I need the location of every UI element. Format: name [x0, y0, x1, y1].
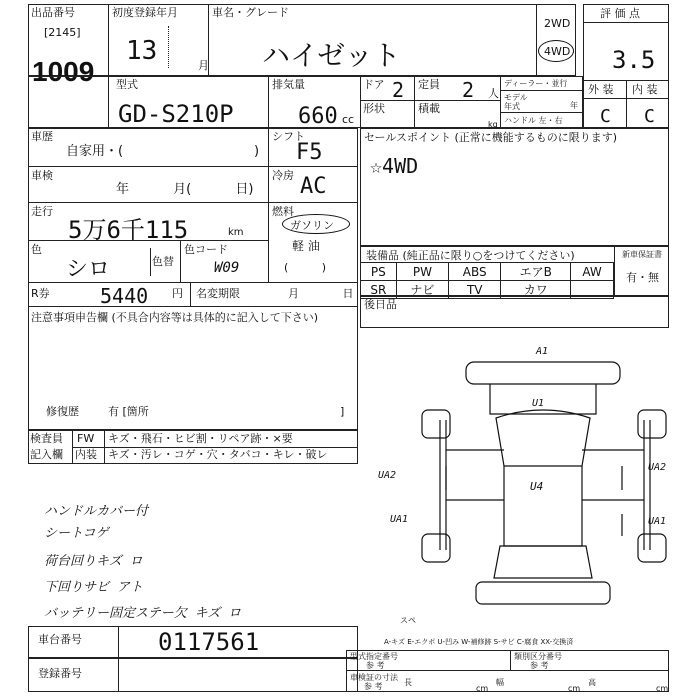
warranty-value: 有・無 [626, 271, 659, 284]
ac-value: AC [300, 174, 327, 199]
drive-4wd: 4WD [544, 45, 571, 58]
eq-leather: カワ [501, 281, 571, 299]
capacity-label: 定員 [418, 78, 440, 91]
drive-4wd-circle [538, 40, 574, 62]
registration-label: 登録番号 [38, 667, 82, 680]
note-2: シートコゲ [44, 526, 109, 541]
eq-abs: ABS [449, 263, 501, 281]
fw-label: FW [77, 432, 95, 445]
first-reg-label: 初度登録年月 [112, 6, 178, 19]
handle-label: ハンドル 左・右 [504, 116, 563, 125]
shape-label: 形状 [363, 102, 385, 115]
equipment-label: 装備品 (純正品に限り○をつけてください) [366, 249, 575, 262]
chassis-value: 0117561 [158, 628, 260, 656]
fuel-diesel: 軽 油 [292, 239, 320, 253]
kg-unit: kg [488, 120, 498, 129]
width-label: 幅 [496, 678, 504, 687]
yen-unit: 円 [172, 287, 183, 300]
interior-entry-label: 内装 [75, 448, 97, 461]
model-value: GD-S210P [118, 100, 234, 128]
sales-point-value: ☆4WD [370, 154, 419, 178]
name-change-fields: 月 日 [288, 287, 354, 300]
color-value: シロ [66, 257, 111, 282]
model-no-label: 型式指定番号 [350, 652, 398, 661]
eq-navi: ナビ [396, 281, 449, 299]
month-unit: 月 [198, 59, 209, 72]
sales-point-label: セールスポイント (正常に機能するものに限ります) [364, 131, 618, 144]
mileage-value: 5万6千115 [68, 216, 189, 244]
legend: A-キズ E-エクボ U-凹み W-補修跡 S-サビ C-腐食 XX-交換済 [384, 638, 574, 646]
interior-label: 内 装 [632, 83, 658, 96]
interior-grade: C [644, 106, 655, 127]
rear-label: 後日品 [364, 298, 397, 311]
category-ref: 参 考 [530, 661, 549, 670]
wheel-fr [638, 410, 666, 438]
recycle-value: 5440 [100, 284, 149, 308]
color-code-label: 色コード [184, 243, 228, 256]
doors-value: 2 [392, 78, 405, 102]
height-unit: cm [656, 684, 669, 693]
inspection-fields: 年 月( 日) [116, 182, 254, 197]
model-no-ref: 参 考 [366, 661, 385, 670]
lot-code: [2145] [44, 26, 81, 39]
exterior-label: 外 装 [588, 83, 614, 96]
first-reg-year: 13 [126, 36, 158, 66]
note-4: 下回りサビ アト [44, 580, 143, 595]
diagram-mark-1: A1 [536, 346, 549, 357]
fuel-gas: ガソリン [290, 219, 334, 232]
dims-label: 車検証の寸法 [350, 673, 398, 682]
height-label: 高 [588, 678, 596, 687]
car-name: ハイゼット [262, 39, 401, 72]
exterior-grade: C [600, 106, 611, 127]
wheel-rr [638, 534, 666, 562]
shift-label: シフト [272, 130, 305, 143]
recycle-label: R券 [31, 287, 50, 300]
note-3: 荷台回りキズ ロ [44, 554, 143, 569]
mileage-label: 走行 [31, 205, 53, 218]
person-unit: 人 [488, 87, 499, 100]
lot-label: 出品番号 [31, 6, 75, 19]
left-side [440, 420, 446, 550]
eq-airbag: エアB [501, 263, 571, 281]
rear-box [360, 296, 669, 328]
history-value: 自家用・( [66, 144, 124, 159]
cc-unit: cc [342, 113, 355, 126]
capacity-value: 2 [462, 78, 475, 102]
eq-pw: PW [396, 263, 449, 281]
lot-number: 1009 [32, 56, 95, 87]
inspector-label: 検査員 [30, 432, 63, 445]
color-label: 色 [31, 243, 42, 256]
repair-label: 修復歴 [46, 405, 79, 418]
diagram-mark-2: U1 [532, 398, 545, 409]
interior-items: キズ・汚レ・コゲ・穴・タバコ・キレ・破レ [108, 448, 328, 461]
category-label: 類別区分番号 [514, 652, 562, 661]
displacement-value: 660 [298, 104, 338, 129]
eq-ps: PS [361, 263, 397, 281]
diagram-mark-3: U4 [530, 480, 544, 493]
model-label: 型式 [116, 78, 138, 91]
history-close: ) [254, 144, 260, 159]
eq-aw: AW [571, 263, 614, 281]
eq-sr: SR [361, 281, 397, 299]
fuel-label: 燃料 [272, 205, 294, 218]
displacement-label: 排気量 [272, 78, 305, 91]
color-no-label: 色替 [152, 255, 174, 268]
fw-items: キズ・飛石・ヒビ割・リペア跡・×要 [108, 432, 293, 445]
dealer-label: ディーラー・並行 [504, 79, 568, 88]
car-name-label: 車名・グレード [212, 6, 289, 19]
fuel-paren: ( ) [284, 261, 327, 274]
score-value: 3.5 [612, 46, 656, 74]
diagram-mark-4: UA2 [378, 470, 397, 481]
roof [504, 466, 582, 546]
chassis-label: 車台番号 [38, 633, 82, 646]
notes-label: 注意事項申告欄 (不具合内容等は具体的に記入して下さい) [31, 311, 319, 324]
eq-tv: TV [449, 281, 501, 299]
length-unit: cm [476, 684, 489, 693]
km-unit: km [228, 227, 244, 238]
load-label: 積載 [418, 102, 440, 115]
color-code-value: W09 [214, 260, 240, 276]
name-change-label: 名変期限 [196, 287, 240, 300]
rear-bumper [476, 582, 610, 604]
doors-label: ドア [363, 78, 385, 91]
warranty-label: 新車保証書 [622, 250, 662, 259]
vehicle-diagram [400, 340, 690, 630]
diagram-mark-5: UA2 [648, 462, 667, 473]
fuel-circle [282, 214, 350, 234]
history-label: 車歴 [31, 130, 53, 143]
entry-label: 記入欄 [30, 448, 63, 461]
shift-value: F5 [296, 140, 323, 165]
diagram-bottom-mark: スペ [400, 616, 416, 625]
repair-close: ] [340, 405, 345, 418]
note-1: ハンドルカバー付 [44, 504, 149, 519]
repair-value: 有 [箇所 [108, 405, 149, 418]
diagram-mark-6: UA1 [390, 514, 409, 525]
rear-window [494, 546, 592, 578]
inspection-label: 車検 [31, 169, 53, 182]
length-label: 長 [404, 678, 412, 687]
dims-ref: 参 考 [364, 682, 383, 691]
front-bumper [466, 362, 620, 384]
right-side [644, 420, 650, 550]
sales-point-box [360, 128, 669, 246]
windshield [496, 410, 590, 466]
note-5: バッテリー固定ステー欠 キズ ロ [44, 606, 242, 621]
width-unit: cm [568, 684, 581, 693]
model-year-label: モデル年式 [504, 93, 528, 111]
ac-label: 冷房 [272, 169, 294, 182]
equipment-table [360, 262, 614, 299]
drive-2wd: 2WD [544, 17, 571, 30]
door-lines [446, 450, 644, 500]
diagram-mark-7: UA1 [648, 516, 667, 527]
score-label: 評 価 点 [600, 7, 640, 20]
year-unit: 年 [570, 101, 578, 110]
